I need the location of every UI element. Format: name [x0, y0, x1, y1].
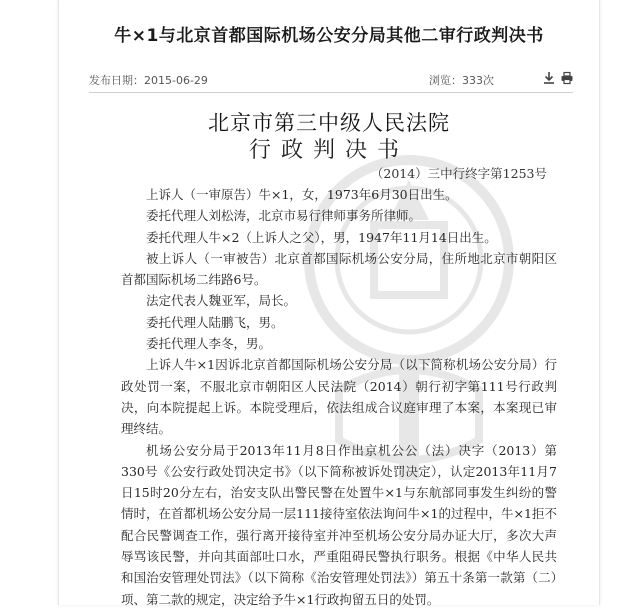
- paragraph: 委托代理人刘松涛，北京市易行律师事务所律师。: [146, 208, 422, 224]
- view-count: 浏览：333次: [429, 74, 494, 87]
- paragraph: 上诉人牛×1因诉北京首都国际机场公安分局（以下简称机场公安分局）行政处罚一案，不服北京市朝阳区人民法院（2014）朝行初字第111号行政判决，向本院提起上诉。本院受理后，依法组成合议庭审理了本案，本案现已审理终结。: [121, 357, 557, 437]
- publish-date: 发布日期：2015-06-29: [89, 74, 208, 87]
- paragraph: 被上诉人（一审被告）北京首都国际机场公安分局，住所地北京市朝阳区首都国际机场二纬路6号。: [121, 250, 557, 288]
- document-type: 行政判决书: [248, 138, 409, 163]
- paragraph: 机场公安分局于2013年11月8日作出京机公公（法）决字（2013）第330号《公安行政处罚决定书》（以下简称被诉处罚决定），认定2013年11月7日15时20分左右，治安支队出警民警在处置牛×1与东航部同事发生纠纷的警情时，在首都机场公安分局一层111接待室依法询问牛×1的过程中，牛×1拒不配合民警调查工作，强行离开接待室并冲至机场公安分局办证大厅，多次大声辱骂该民警，并向其面部吐口水，严重阻碍民警执行职务。根据《中华人民共和国治安管理处罚法》（以下简称《治安管理处罚法》）第五十条第一款第（二）项、第二款的规定，决定给予牛×1行政拘留五日的处罚。: [121, 442, 557, 607]
- document-page: [58, 0, 600, 605]
- download-icon[interactable]: [542, 71, 556, 85]
- case-number: （2014）三中行终字第1253号: [370, 166, 547, 181]
- meta-bar: [89, 72, 559, 90]
- paragraph: 法定代表人魏亚军，局长。: [146, 293, 297, 309]
- paragraph: 上诉人（一审原告）牛×1，女，1973年6月30日出生。: [146, 187, 458, 202]
- paragraph: 委托代理人牛×2（上诉人之父），男，1947年11月14日出生。: [146, 229, 497, 245]
- paragraph: 委托代理人李冬，男。: [146, 336, 272, 352]
- document-body: [121, 184, 557, 610]
- paragraph: 委托代理人陆鹏飞，男。: [146, 314, 284, 330]
- divider: [89, 92, 573, 93]
- print-icon[interactable]: [560, 71, 574, 85]
- court-name: 北京市第三中级人民法院: [208, 111, 450, 135]
- page-title: 牛×1与北京首都国际机场公安分局其他二审行政判决书: [114, 26, 544, 46]
